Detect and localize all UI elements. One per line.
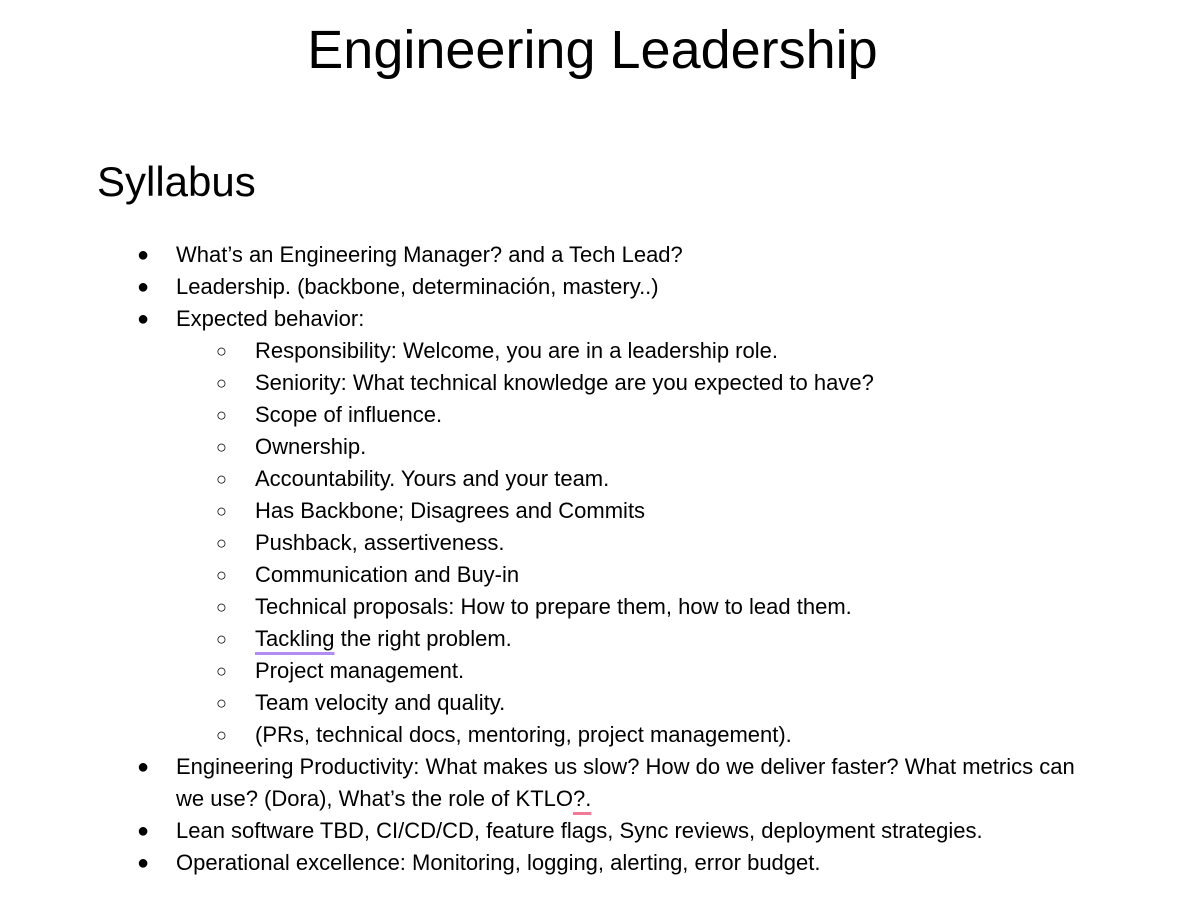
sub-list-item-text: Team velocity and quality. <box>255 690 506 715</box>
bullet-icon: ● <box>137 756 150 778</box>
list-item[interactable] <box>0 815 1200 847</box>
spelling-suggestion-mark[interactable]: ?. <box>572 786 592 811</box>
sub-list-item[interactable] <box>0 399 1200 431</box>
list-item-text: Leadership. (backbone, determinación, mastery..) <box>176 274 659 299</box>
document-title: Engineering Leadership <box>307 20 878 80</box>
sub-list-item[interactable] <box>0 463 1200 495</box>
hollow-bullet-icon: ○ <box>216 341 227 361</box>
hollow-bullet-icon: ○ <box>216 405 227 425</box>
sub-list-item[interactable] <box>0 495 1200 527</box>
sub-list-item-text: the right problem. <box>334 626 512 651</box>
hollow-bullet-icon: ○ <box>216 661 227 681</box>
sub-list-item-text: Pushback, assertiveness. <box>255 530 505 555</box>
sub-list-item-text: Accountability. Yours and your team. <box>255 466 610 491</box>
sub-list-item[interactable] <box>0 655 1200 687</box>
bullet-icon: ● <box>137 820 150 842</box>
sub-list-item-text: Technical proposals: How to prepare them, how to lead them. <box>255 594 852 619</box>
list-item-text: Engineering Productivity: What makes us slow? How do we deliver faster? What metrics can we use? (Dora), What’s the role of KTLO <box>176 754 1075 811</box>
grammar-suggestion-word[interactable]: Tackling <box>255 626 335 651</box>
sub-list-item[interactable] <box>0 687 1200 719</box>
bullet-icon: ● <box>137 308 150 330</box>
list-item[interactable] <box>0 847 1200 879</box>
sub-list-item[interactable] <box>0 527 1200 559</box>
sub-list-item-text: (PRs, technical docs, mentoring, project management). <box>255 722 792 747</box>
bullet-icon: ● <box>137 244 150 266</box>
hollow-bullet-icon: ○ <box>216 565 227 585</box>
sub-list-item[interactable] <box>0 431 1200 463</box>
hollow-bullet-icon: ○ <box>216 501 227 521</box>
hollow-bullet-icon: ○ <box>216 629 227 649</box>
list-item-text: Operational excellence: Monitoring, logging, alerting, error budget. <box>176 850 821 875</box>
bullet-icon: ● <box>137 276 150 298</box>
sub-list-item-text: Scope of influence. <box>255 402 443 427</box>
hollow-bullet-icon: ○ <box>216 597 227 617</box>
sub-list-item[interactable] <box>0 559 1200 591</box>
sub-list-item[interactable] <box>0 623 1200 655</box>
sub-list-item[interactable] <box>0 719 1200 751</box>
list-item[interactable] <box>0 303 1200 335</box>
sub-list-item[interactable] <box>0 591 1200 623</box>
sub-list-item-text: Ownership. <box>255 434 367 459</box>
list-item[interactable] <box>0 751 1200 815</box>
sub-list-item-text: Has Backbone; Disagrees and Commits <box>255 498 646 523</box>
list-item[interactable] <box>0 271 1200 303</box>
list-item-text: Expected behavior: <box>176 306 365 331</box>
bullet-icon: ● <box>137 852 150 874</box>
hollow-bullet-icon: ○ <box>216 533 227 553</box>
sub-list-item-text: Responsibility: Welcome, you are in a leadership role. <box>255 338 778 363</box>
list-item[interactable] <box>0 239 1200 271</box>
hollow-bullet-icon: ○ <box>216 725 227 745</box>
sub-list-item[interactable] <box>0 335 1200 367</box>
hollow-bullet-icon: ○ <box>216 693 227 713</box>
hollow-bullet-icon: ○ <box>216 469 227 489</box>
syllabus-list <box>0 239 1200 879</box>
list-item-text: What’s an Engineering Manager? and a Tech Lead? <box>176 242 683 267</box>
sub-list-item-text: Communication and Buy-in <box>255 562 520 587</box>
list-item-text: Lean software TBD, CI/CD/CD, feature flags, Sync reviews, deployment strategies. <box>176 818 983 843</box>
section-heading-syllabus: Syllabus <box>97 158 256 205</box>
sub-list-item-text: Seniority: What technical knowledge are you expected to have? <box>255 370 874 395</box>
sub-list-item[interactable] <box>0 367 1200 399</box>
hollow-bullet-icon: ○ <box>216 437 227 457</box>
sub-list-item-text: Project management. <box>255 658 465 683</box>
hollow-bullet-icon: ○ <box>216 373 227 393</box>
